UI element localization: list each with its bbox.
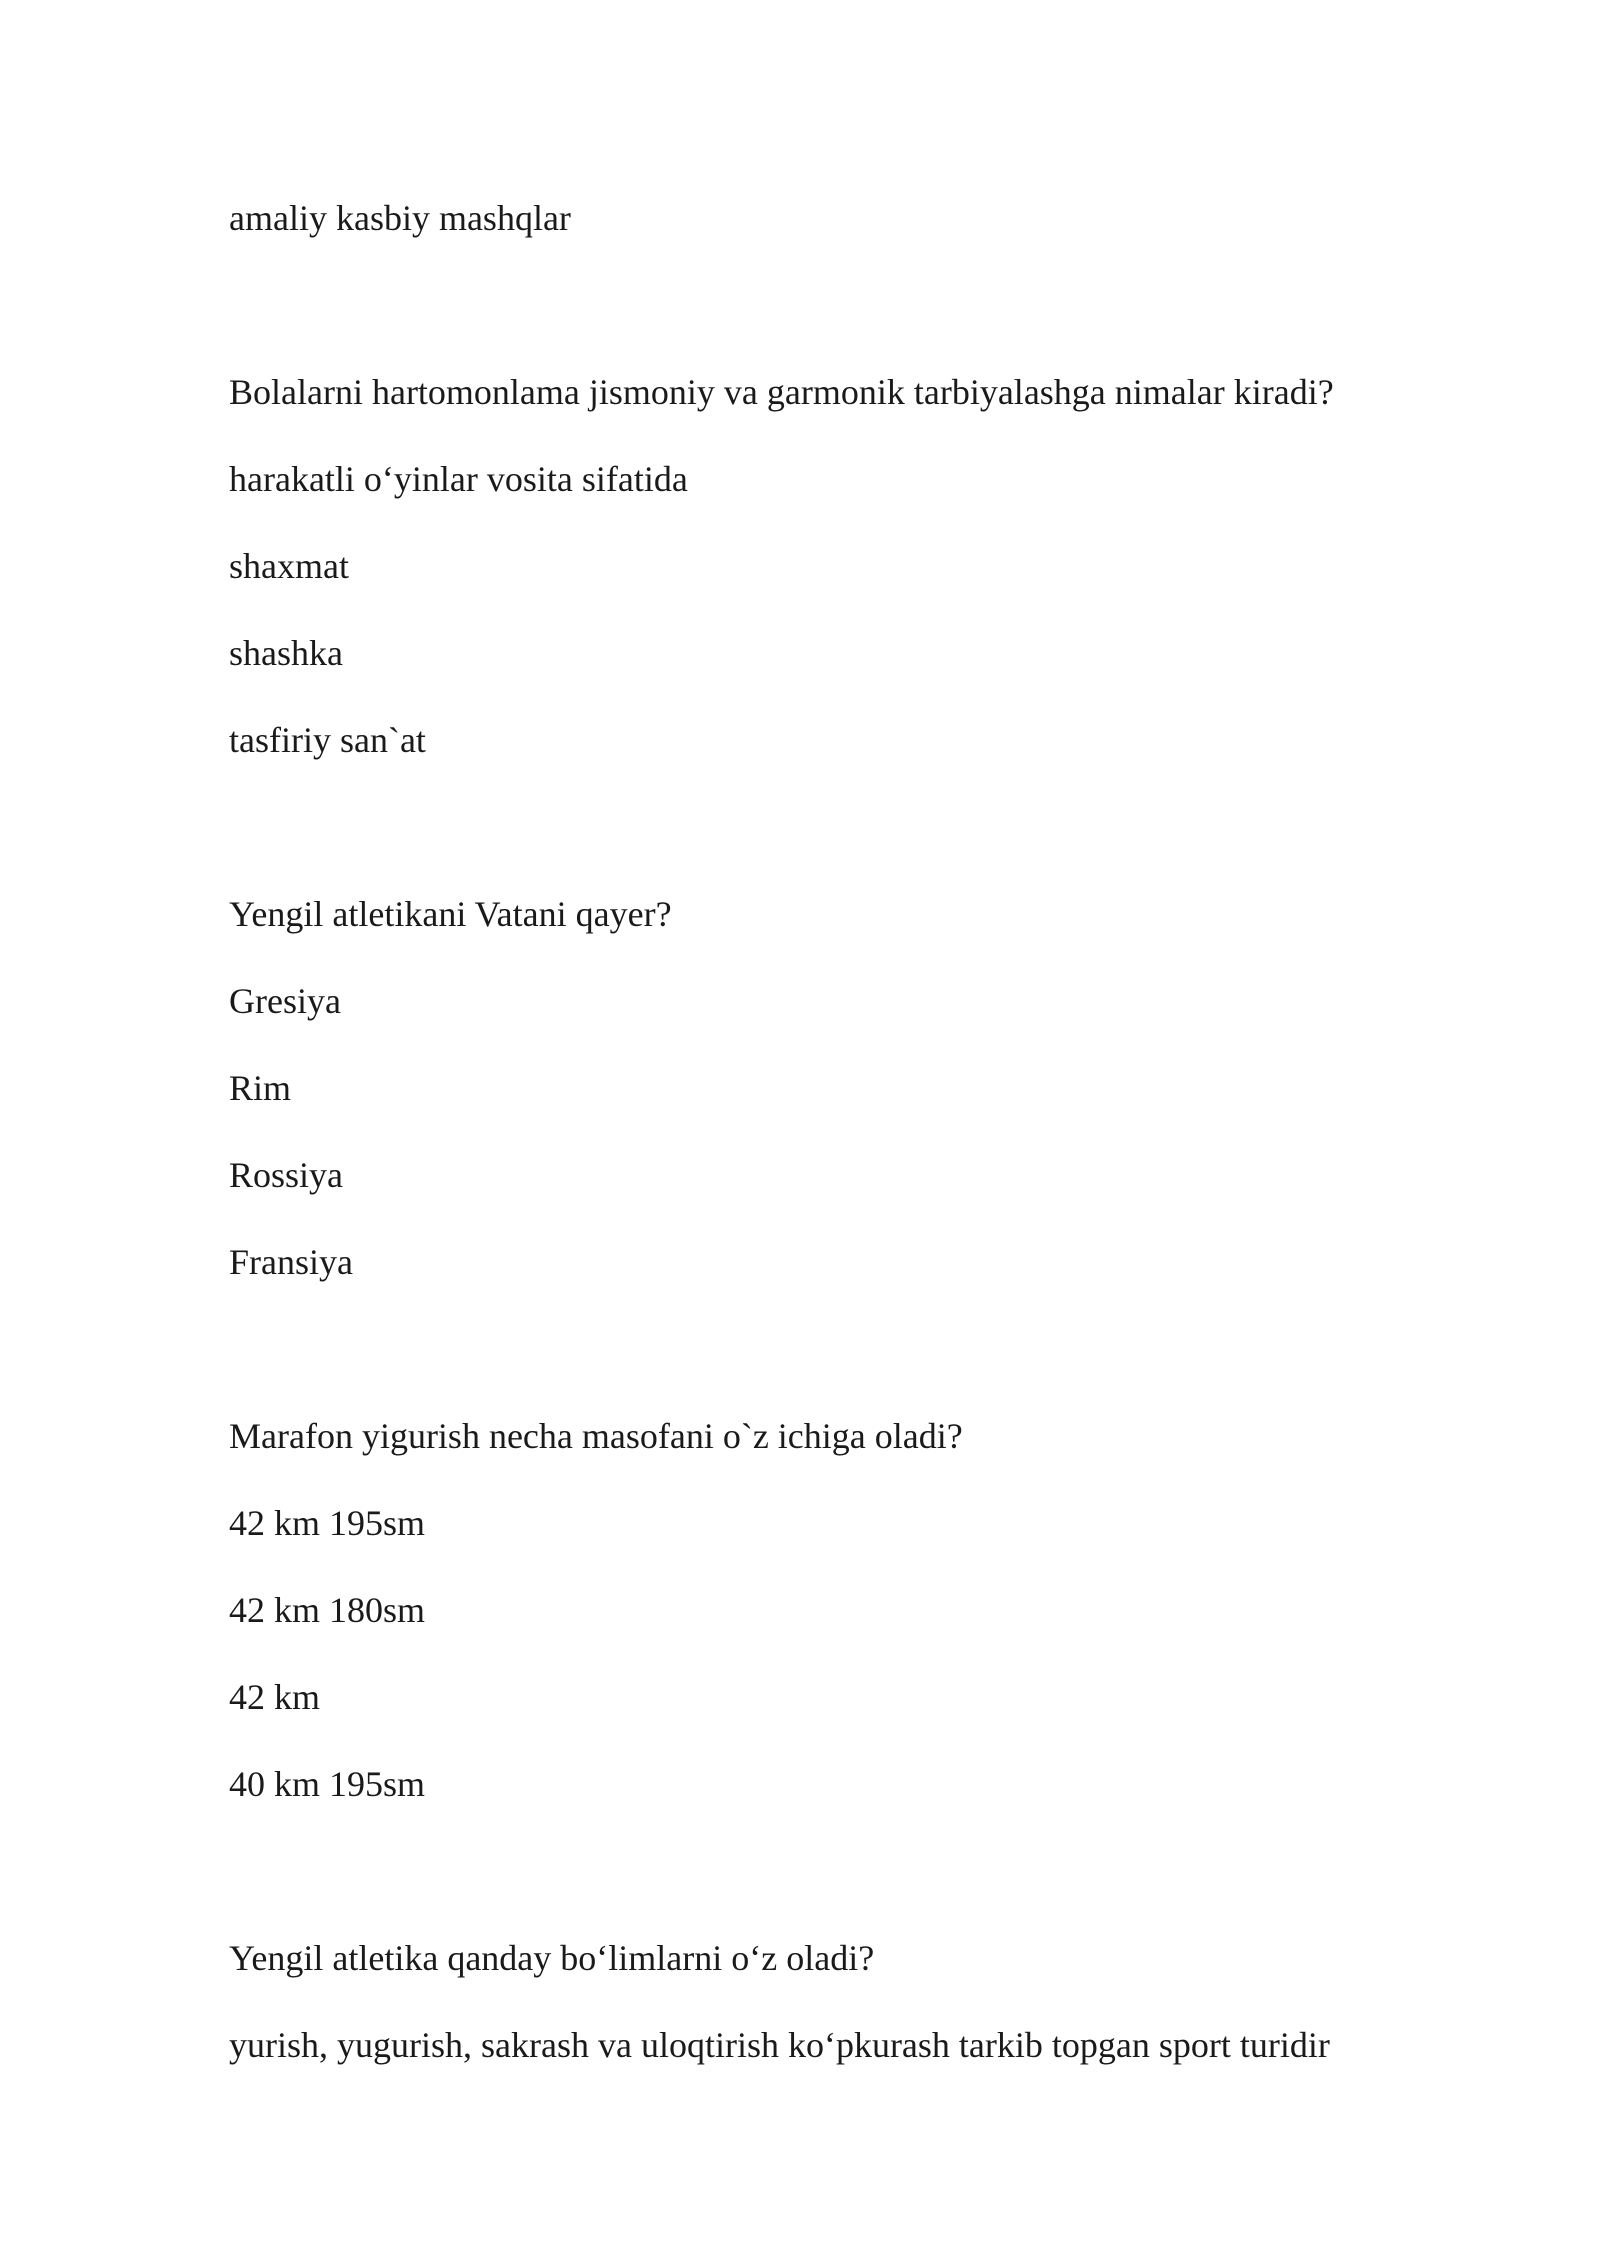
answer-option: harakatli o‘yinlar vosita sifatida bbox=[229, 459, 688, 499]
answer-option: 42 km bbox=[229, 1677, 321, 1717]
answer-option: yurish, yugurish, sakrash va uloqtirish ko‘pkurash tarkib topgan sport turidir bbox=[229, 2025, 1330, 2065]
answer-option: 40 km 195sm bbox=[229, 1764, 426, 1804]
answer-option: Gresiya bbox=[229, 981, 341, 1021]
question-4: Yengil atletika qanday bo‘limlarni o‘z oladi? bbox=[229, 1938, 875, 1978]
answer-option: 42 km 180sm bbox=[229, 1590, 426, 1630]
answer-option: 42 km 195sm bbox=[229, 1503, 426, 1543]
answer-option: shashka bbox=[229, 633, 343, 673]
answer-option: Fransiya bbox=[229, 1242, 353, 1282]
answer-option: tasfiriy san`at bbox=[229, 720, 426, 760]
section-heading: amaliy kasbiy mashqlar bbox=[229, 198, 571, 238]
answer-option: shaxmat bbox=[229, 546, 349, 586]
question-1: Bolalarni hartomonlama jismoniy va garmonik tarbiyalashga nimalar kiradi? bbox=[229, 372, 1334, 412]
question-2: Yengil atletikani Vatani qayer? bbox=[229, 894, 672, 934]
answer-option: Rossiya bbox=[229, 1155, 344, 1195]
question-3: Marafon yigurish necha masofani o`z ichiga oladi? bbox=[229, 1416, 963, 1456]
answer-option: Rim bbox=[229, 1068, 292, 1108]
